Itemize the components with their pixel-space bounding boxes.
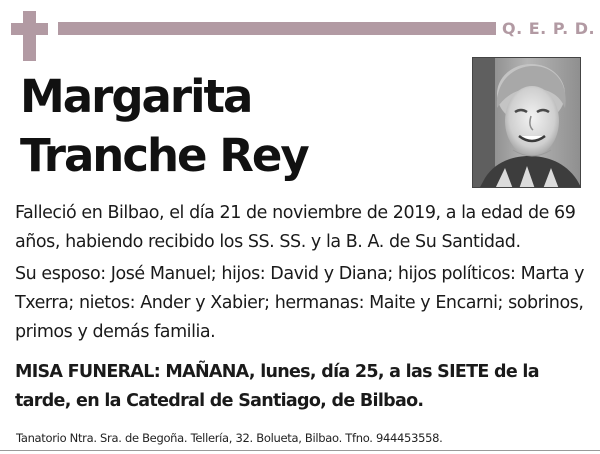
portrait-photo (472, 57, 581, 188)
funeral-mass-text: MISA FUNERAL: MAÑANA, lunes, día 25, a las SIETE de la tarde, en la Catedral de Santiago, de Bilbao. (15, 362, 539, 411)
header-rule (58, 22, 496, 35)
qepd-label: Q. E. P. D. (502, 19, 596, 38)
bottom-border (0, 450, 600, 451)
deceased-surnames: Tranche Rey (20, 129, 308, 182)
death-notice-text: Falleció en Bilbao, el día 21 de noviembre de 2019, a la edad de 69 años, habiendo recibido los SS. SS. y la B. A. de Su Santidad. (15, 203, 576, 252)
funeral-home-info: Tanatorio Ntra. Sra. de Begoña. Tellería, 32. Bolueta, Bilbao. Tfno. 944453558. (16, 431, 443, 445)
family-text: Su esposo: José Manuel; hijos: David y Diana; hijos políticos: Marta y Txerra; nietos: Ander y Xabier; hermanas: Maite y Encarni; sobrinos, primos y demás familia. (15, 264, 584, 342)
deceased-first-name: Margarita (20, 70, 252, 123)
